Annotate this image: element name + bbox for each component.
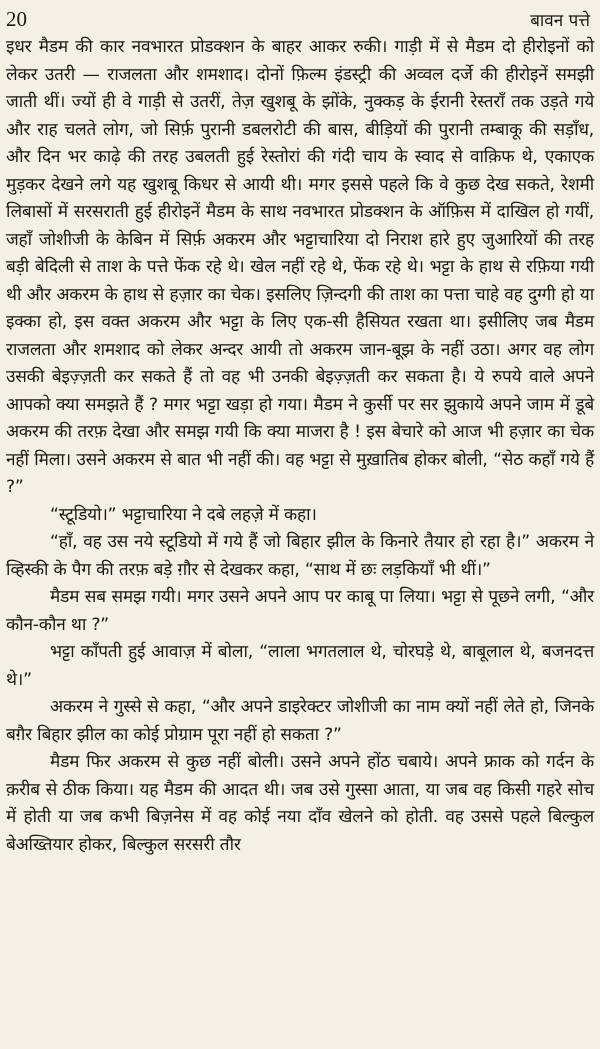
running-head: बावन पत्ते [530,10,590,31]
paragraph: भट्टा काँपती हुई आवाज़ में बोला, “लाला भगतलाल थे, चोरघड़े थे, बाबूलाल थे, बजनदत्त थे।” [6,642,594,690]
paragraph: “हाँ, वह उस नये स्टूडियो में गये हैं जो बिहार झील के किनारे तैयार हो रहा है।” अकरम ने व्हिस्की के पैग की तरफ़ बड़े ग़ौर से देखकर कहा, “साथ में छः लड़कियाँ भी थीं।” [6,532,594,580]
paragraph: “स्टूडियो।” भट्टाचारिया ने दबे लहज़े में कहा। [50,504,317,525]
paragraph: इधर मैडम की कार नवभारत प्रोडक्शन के बाहर आकर रुकी। गाड़ी में से मैडम दो हीरोइनों को लेकर उतरी — राजलता और शमशाद। दोनों फ़िल्म इंडस्ट्री की अव्वल दर्जे की हीरोइनें समझी जाती थीं। ज्यों ही वे गाड़ी से उतरीं, तेज़ खुशबू के झोंके, नुक्कड़ के ईरानी रेस्तराँ तक उड़ते गये और राह चलते लोग, जो सिर्फ़ पुरानी डबलरोटी की बास, बीड़ियों की पुरानी तम्बाकू की सड़ाँध, और दिन भर काढ़े की तरह उबलती हुई रेस्तोरां की गंदी चाय के स्वाद से वाक़िफ थे, एकाएक मुड़कर देखने लगे यह खुशबू किधर से आयी थी। मगर इससे पहले कि वे कुछ देख सकते, रेशमी लिबासों में सरसराती हुई हीरोइनें मैडम के साथ नवभारत प्रोडक्शन के ऑफ़िस में दाखिल हो गयीं, जहाँ जोशीजी के केबिन में सिर्फ़ अकरम और भट्टाचारिया दो निराश हारे हुए जुआरियों की तरह बड़ी बेदिली से ताश के पत्ते फेंक रहे थे। खेल नहीं रहे थे, फेंक रहे थे। भट्टा के हाथ से रफ़िया गयी थी और अकरम के हाथ से हज़ार का चेक। इसलिए ज़िन्दगी की ताश का पत्ता चाहे वह दुग्गी हो या इक्का हो, इस वक्त अकरम और भट्टा के लिए एक-सी हैसियत रखता था। इसीलिए जब मैडम राजलता और शमशाद को लेकर अन्दर आयी तो अकरम जान-बूझ के नहीं उठा। अगर वह लोग उसकी बेइज़्ज़ती कर सकते हैं तो वह भी उनकी बेइज़्ज़ती कर सकता है। ये रुपये वाले अपने आपको क्या समझते हैं ? मगर भट्टा खड़ा हो गया। मैडम ने कुर्सी पर सर झुकाये अपने जाम में डूबे अकरम की तरफ़ देखा और समझ गयी कि क्या माजरा है ! इस बेचारे को आज भी हज़ार का चेक नहीं मिला। उसने अकरम से बात भी नहीं की। वह भट्टा से मुख़ातिब होकर बोली, “सेठ कहाँ गये हैं ?” [6,37,594,497]
page-header [6,6,590,32]
paragraph: मैडम सब समझ गयी। मगर उसने अपने आप पर काबू पा लिया। भट्टा से पूछने लगी, “और कौन-कौन था ?” [6,587,594,635]
paragraph: अकरम ने गुस्से से कहा, “और अपने डाइरेक्टर जोशीजी का नाम क्यों नहीं लेते हो, जिनके बग़ैर बिहार झील का कोई प्रोग्राम पूरा नहीं हो सकता ?” [6,697,594,745]
paragraph: मैडम फिर अकरम से कुछ नहीं बोली। उसने अपने होंठ चबाये। अपने फ्राक को गर्दन के क़रीब से ठीक किया। यह मैडम की आदत थी। जब उसे गुस्सा आता, या जब वह किसी गहरे सोच में होती या जब कभी बिज़नेस में वह कोई नया दाँव खेलने को होती. वह उससे पहले बिल्कुल बेअख्तियार होकर, बिल्कुल सरसरी तौर [6,752,594,855]
page-body [6,34,594,1049]
page-number: 20 [6,6,27,31]
